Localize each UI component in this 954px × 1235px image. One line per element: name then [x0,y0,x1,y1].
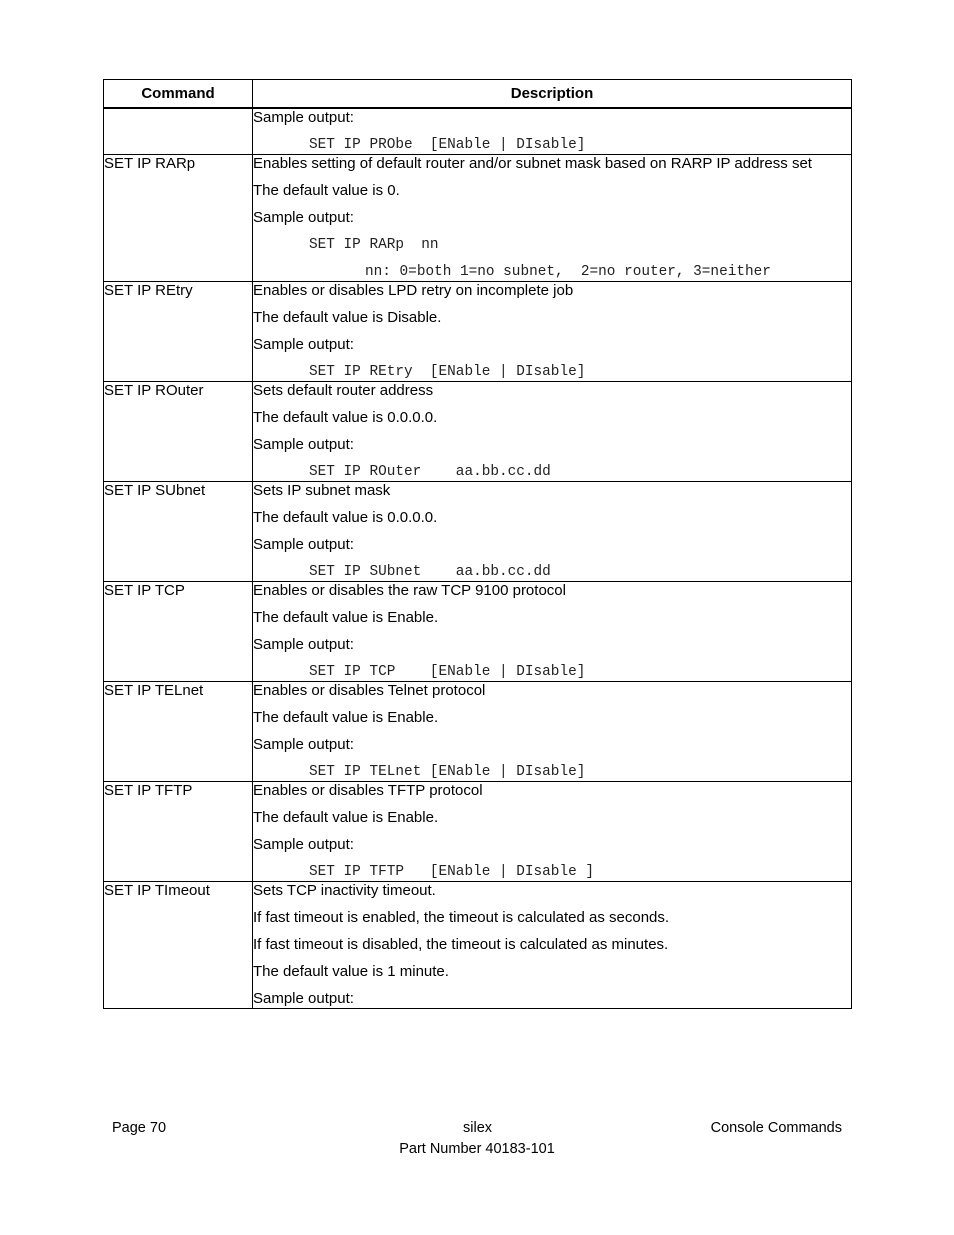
description-cell [253,155,852,282]
command-cell: SET IP REtry [104,282,253,382]
description-cell [253,582,852,682]
table-body [104,108,852,1009]
command-cell: SET IP SUbnet [104,482,253,582]
command-cell: SET IP TImeout [104,882,253,1009]
description-text: Sample output: [253,536,354,553]
description-text: Sets default router address [253,382,434,399]
description-text: The default value is Enable. [253,709,439,726]
command-cell: SET IP TELnet [104,682,253,782]
table-row [104,782,852,882]
description-text: Sample output: [253,636,354,653]
description-text: Enables setting of default router and/or subnet mask based on RARP IP address set [253,155,812,172]
command-cell: SET IP TCP [104,582,253,682]
description-text: Sample output: [253,836,354,853]
description-text: The default value is 0. [253,182,400,199]
description-text: The default value is 0.0.0.0. [253,509,438,526]
column-header-description: Description [253,80,852,109]
table-row [104,682,852,782]
part-number: Part Number 40183-101 [399,1141,555,1157]
table-row [104,382,852,482]
command-cell: SET IP TFTP [104,782,253,882]
description-cell [253,282,852,382]
command-cell [104,108,253,155]
description-text: If fast timeout is disabled, the timeout is calculated as minutes. [253,936,669,953]
table-row [104,882,852,1009]
description-text: Enables or disables Telnet protocol [253,682,486,699]
sample-command-syntax: SET IP TFTP [ENable | DIsable ] [309,864,594,880]
description-cell [253,382,852,482]
description-text: Sample output: [253,209,354,226]
command-table [103,79,852,1009]
description-text: Sample output: [253,336,354,353]
description-text: The default value is 0.0.0.0. [253,409,438,426]
page-number: Page 70 [112,1120,167,1136]
table-row [104,282,852,382]
sample-command-syntax: SET IP TELnet [ENable | DIsable] [309,764,586,780]
description-cell [253,108,852,155]
description-text: If fast timeout is enabled, the timeout is calculated as seconds. [253,909,670,926]
description-text: Sample output: [253,990,354,1007]
sample-command-syntax: SET IP REtry [ENable | DIsable] [309,364,586,380]
table-header-row [104,80,852,109]
sample-command-syntax: SET IP PRObe [ENable | DIsable] [309,137,586,153]
description-text: Sample output: [253,736,354,753]
sample-command-syntax: SET IP SUbnet aa.bb.cc.dd [309,564,551,580]
section-name: Console Commands [710,1120,842,1136]
sample-command-syntax: SET IP ROuter aa.bb.cc.dd [309,464,551,480]
description-text: Sets IP subnet mask [253,482,391,499]
sample-command-syntax: nn: 0=both 1=no subnet, 2=no router, 3=neither [365,264,771,280]
description-cell [253,782,852,882]
description-text: Enables or disables TFTP protocol [253,782,483,799]
column-header-command: Command [104,80,253,109]
table-row [104,108,852,155]
table-row [104,155,852,282]
description-text: Enables or disables the raw TCP 9100 protocol [253,582,566,599]
description-text: The default value is Disable. [253,309,442,326]
description-cell [253,682,852,782]
table-row [104,582,852,682]
description-text: Enables or disables LPD retry on incomplete job [253,282,574,299]
description-text: The default value is 1 minute. [253,963,449,980]
description-text: The default value is Enable. [253,809,439,826]
description-text: The default value is Enable. [253,609,439,626]
description-cell [253,482,852,582]
description-text: Sets TCP inactivity timeout. [253,882,436,899]
brand-name: silex [463,1120,493,1136]
command-cell: SET IP ROuter [104,382,253,482]
table-row [104,482,852,582]
command-cell: SET IP RARp [104,155,253,282]
description-cell [253,882,852,1009]
sample-command-syntax: SET IP TCP [ENable | DIsable] [309,664,586,680]
sample-command-syntax: SET IP RARp nn [309,237,439,253]
description-text: Sample output: [253,436,354,453]
description-text: Sample output: [253,109,354,126]
